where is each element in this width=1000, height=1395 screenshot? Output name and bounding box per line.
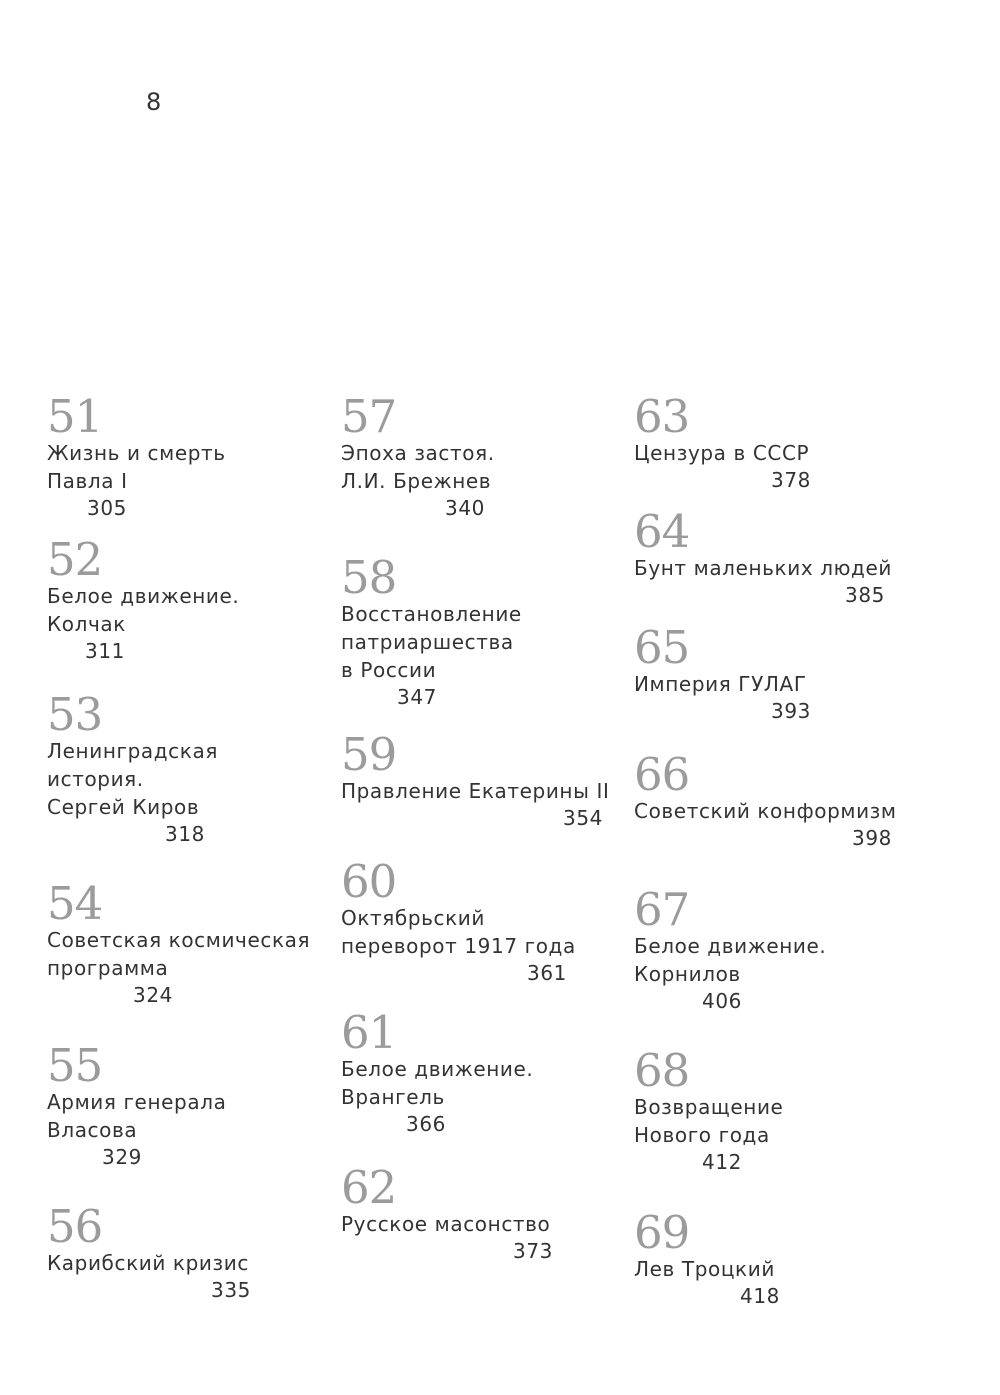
toc-entry <box>634 1044 914 1176</box>
chapter-page-number: 412 <box>702 1150 742 1174</box>
chapter-page-number: 318 <box>165 822 205 846</box>
chapter-number: 67 <box>634 883 690 936</box>
chapter-title: Октябрьский переворот 1917 года <box>341 906 576 958</box>
toc-entry <box>341 855 621 987</box>
toc-entry <box>634 1206 914 1310</box>
toc-entry <box>634 505 914 609</box>
chapter-title: Русское масонство <box>341 1212 551 1236</box>
chapter-number: 52 <box>47 533 103 586</box>
chapter-title: Бунт маленьких людей <box>634 556 892 580</box>
chapter-number: 69 <box>634 1206 690 1259</box>
chapter-title: Карибский кризис <box>47 1251 249 1275</box>
chapter-title: Империя ГУЛАГ <box>634 672 807 696</box>
chapter-page-number: 347 <box>397 685 437 709</box>
toc-entry <box>47 877 327 1009</box>
toc-entry <box>341 1006 621 1138</box>
toc-entry <box>47 1200 327 1304</box>
chapter-number: 59 <box>341 728 397 781</box>
toc-entry <box>341 390 621 522</box>
chapter-page-number: 311 <box>85 639 125 663</box>
toc-entry <box>47 1039 327 1171</box>
chapter-title: Белое движение. Врангель <box>341 1057 534 1109</box>
chapter-number: 60 <box>341 855 397 908</box>
chapter-number: 54 <box>47 877 103 930</box>
chapter-page-number: 335 <box>211 1278 251 1302</box>
chapter-number: 64 <box>634 505 690 558</box>
chapter-page-number: 378 <box>771 468 811 492</box>
toc-entry <box>634 748 914 852</box>
toc-entry <box>47 688 327 848</box>
chapter-number: 68 <box>634 1044 690 1097</box>
chapter-page-number: 393 <box>771 699 811 723</box>
chapter-page-number: 305 <box>87 496 127 520</box>
chapter-title: Правление Екатерины II <box>341 779 610 803</box>
chapter-number: 61 <box>341 1006 397 1059</box>
toc-entry <box>634 883 914 1015</box>
chapter-number: 56 <box>47 1200 103 1253</box>
chapter-number: 55 <box>47 1039 103 1092</box>
chapter-number: 58 <box>341 551 397 604</box>
chapter-title: Советский конформизм <box>634 799 897 823</box>
chapter-number: 57 <box>341 390 397 443</box>
chapter-page-number: 340 <box>445 496 485 520</box>
chapter-page-number: 385 <box>845 583 885 607</box>
chapter-number: 63 <box>634 390 690 443</box>
chapter-number: 53 <box>47 688 103 741</box>
chapter-number: 66 <box>634 748 690 801</box>
chapter-page-number: 354 <box>563 806 603 830</box>
toc-entry <box>341 551 621 711</box>
chapter-title: Восстановление патриаршества в России <box>341 602 522 682</box>
chapter-number: 51 <box>47 390 103 443</box>
toc-entry <box>634 621 914 725</box>
chapter-title: Белое движение. Корнилов <box>634 934 827 986</box>
chapter-page-number: 329 <box>102 1145 142 1169</box>
chapter-page-number: 361 <box>527 961 567 985</box>
chapter-page-number: 418 <box>740 1284 780 1308</box>
chapter-title: Цензура в СССР <box>634 441 810 465</box>
chapter-title: Лев Троцкий <box>634 1257 775 1281</box>
chapter-title: Ленинградская история. Сергей Киров <box>47 739 218 819</box>
page-number: 8 <box>146 88 162 116</box>
toc-entry <box>47 533 327 665</box>
chapter-title: Советская космическая программа <box>47 928 311 980</box>
toc-entry <box>341 1161 621 1265</box>
chapter-page-number: 373 <box>513 1239 553 1263</box>
toc-entry <box>634 390 914 494</box>
toc-entry <box>47 390 327 522</box>
chapter-page-number: 406 <box>702 989 742 1013</box>
chapter-page-number: 398 <box>852 826 892 850</box>
chapter-title: Эпоха застоя. Л.И. Брежнев <box>341 441 495 493</box>
chapter-title: Армия генерала Власова <box>47 1090 227 1142</box>
chapter-page-number: 366 <box>406 1112 446 1136</box>
chapter-title: Возвращение Нового года <box>634 1095 784 1147</box>
chapter-number: 65 <box>634 621 690 674</box>
chapter-page-number: 324 <box>133 983 173 1007</box>
chapter-title: Белое движение. Колчак <box>47 584 240 636</box>
chapter-title: Жизнь и смерть Павла I <box>47 441 226 493</box>
toc-entry <box>341 728 621 832</box>
chapter-number: 62 <box>341 1161 397 1214</box>
